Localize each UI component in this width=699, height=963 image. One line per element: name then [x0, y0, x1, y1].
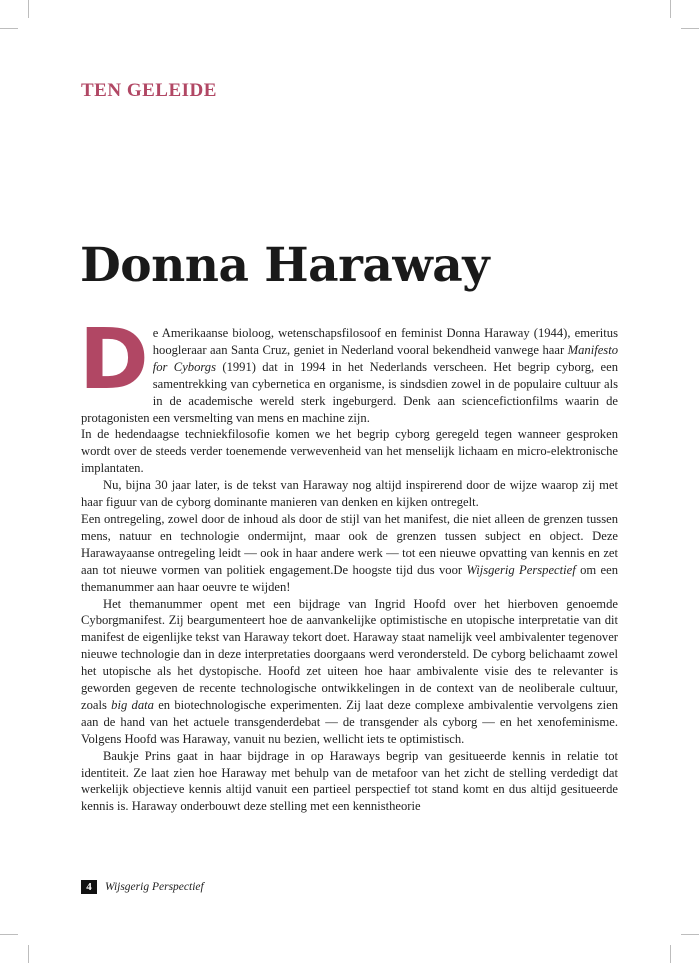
crop-mark-right-bottom	[681, 934, 699, 935]
paragraph-6: Baukje Prins gaat in haar bijdrage in op Haraways begrip van gesitueerde kennis in relatie tot identiteit. Ze laat zien hoe Haraway met behulp van de metafoor van het zicht de stelling verdedigt dat werkelijk objectieve kennis altijd vanuit een partieel perspectief tot stand komt en dus altijd gesitueerde kennis is. Haraway onderbouwt deze stelling met een kennistheorie	[81, 748, 618, 814]
paragraph-1: De Amerikaanse bioloog, wetenschapsfilosoof en feminist Donna Haraway (1944), emeritus hoogleraar aan Santa Cruz, geniet in Nederland vooral bekendheid vanwege haar Manifesto for Cyborgs (1991) dat in 1994 in het Nederlands verscheen. Het begrip cyborg, een samentrekking van cybernetica en organisme, is sindsdien zowel in de populaire cultuur als in de academische wereld sterk ingeburgerd. Denk aan sciencefictionfilms waarin de protagonisten een versmelting van mens en machine zijn.	[79, 310, 618, 425]
article-body	[79, 310, 619, 815]
crop-mark-left-top	[0, 28, 18, 29]
paragraph-5: Het themanummer opent met een bijdrage van Ingrid Hoofd over het hierboven genoemde Cyborgmanifest. Zij beargumenteert hoe de aanvankelijke optimistische en utopische interpretatie van dit manifest de eigenlijke tekst van Haraway tekort doet. Haraway staat namelijk veel ambivalenter tegenover nieuwe technologie dan in deze interpretaties doorgaans werd verondersteld. De cyborg belichaamt zowel het utopische als het dystopische. Hoofd zet uiteen hoe haar ambivalente visie des te relevanter is geworden gegeven de recente technologische ontwikkelingen in de context van de neoliberale cultuur, zoals big data en biotechnologische experimenten. Zij laat deze complexe ambivalentie vervolgens zien aan de hand van het actuele transgenderdebat — de transgender als cyborg — en het xenofeminisme. Volgens Hoofd was Haraway, vanuit nu bezien, wellicht iets te optimistisch.	[81, 596, 618, 746]
section-label: TEN GELEIDE	[81, 80, 217, 101]
crop-mark-right-top	[681, 28, 699, 29]
crop-mark-left-bottom	[0, 934, 18, 935]
page-number: 4	[81, 880, 97, 894]
journal-title: Wijsgerig Perspectief	[105, 881, 204, 893]
crop-mark-top-left	[28, 0, 29, 18]
page-footer	[81, 880, 204, 894]
crop-mark-top-right	[670, 0, 671, 18]
crop-mark-bottom-right	[670, 945, 671, 963]
drop-cap: D	[79, 310, 149, 408]
paragraph-2: In de hedendaagse techniekfilosofie komen we het begrip cyborg geregeld tegen wanneer gesproken wordt over de steeds verder toenemende verwevenheid van het menselijk lichaam en micro-elektronische implantaten.	[81, 427, 618, 476]
crop-mark-bottom-left	[28, 945, 29, 963]
article-title: Donna Haraway	[80, 238, 490, 293]
paragraph-3: Nu, bijna 30 jaar later, is de tekst van Haraway nog altijd inspirerend door de wijze waarop zij met haar figuur van de cyborg dominante manieren van denken en kijken ontregelt.	[81, 478, 618, 510]
paragraph-4: Een ontregeling, zowel door de inhoud als door de stijl van het manifest, die niet alleen de grenzen tussen mens, natuur en technologie ondermijnt, maar ook de grenzen tussen subject en object. Deze Harawayaanse ontregeling leidt — ook in haar andere werk — tot een nieuwe opvatting van kennis en zet aan tot nieuwe vormen van politiek engagement.De hoogste tijd dus voor Wijsgerig Perspectief om een themanummer aan haar oeuvre te wijden!	[81, 511, 619, 594]
